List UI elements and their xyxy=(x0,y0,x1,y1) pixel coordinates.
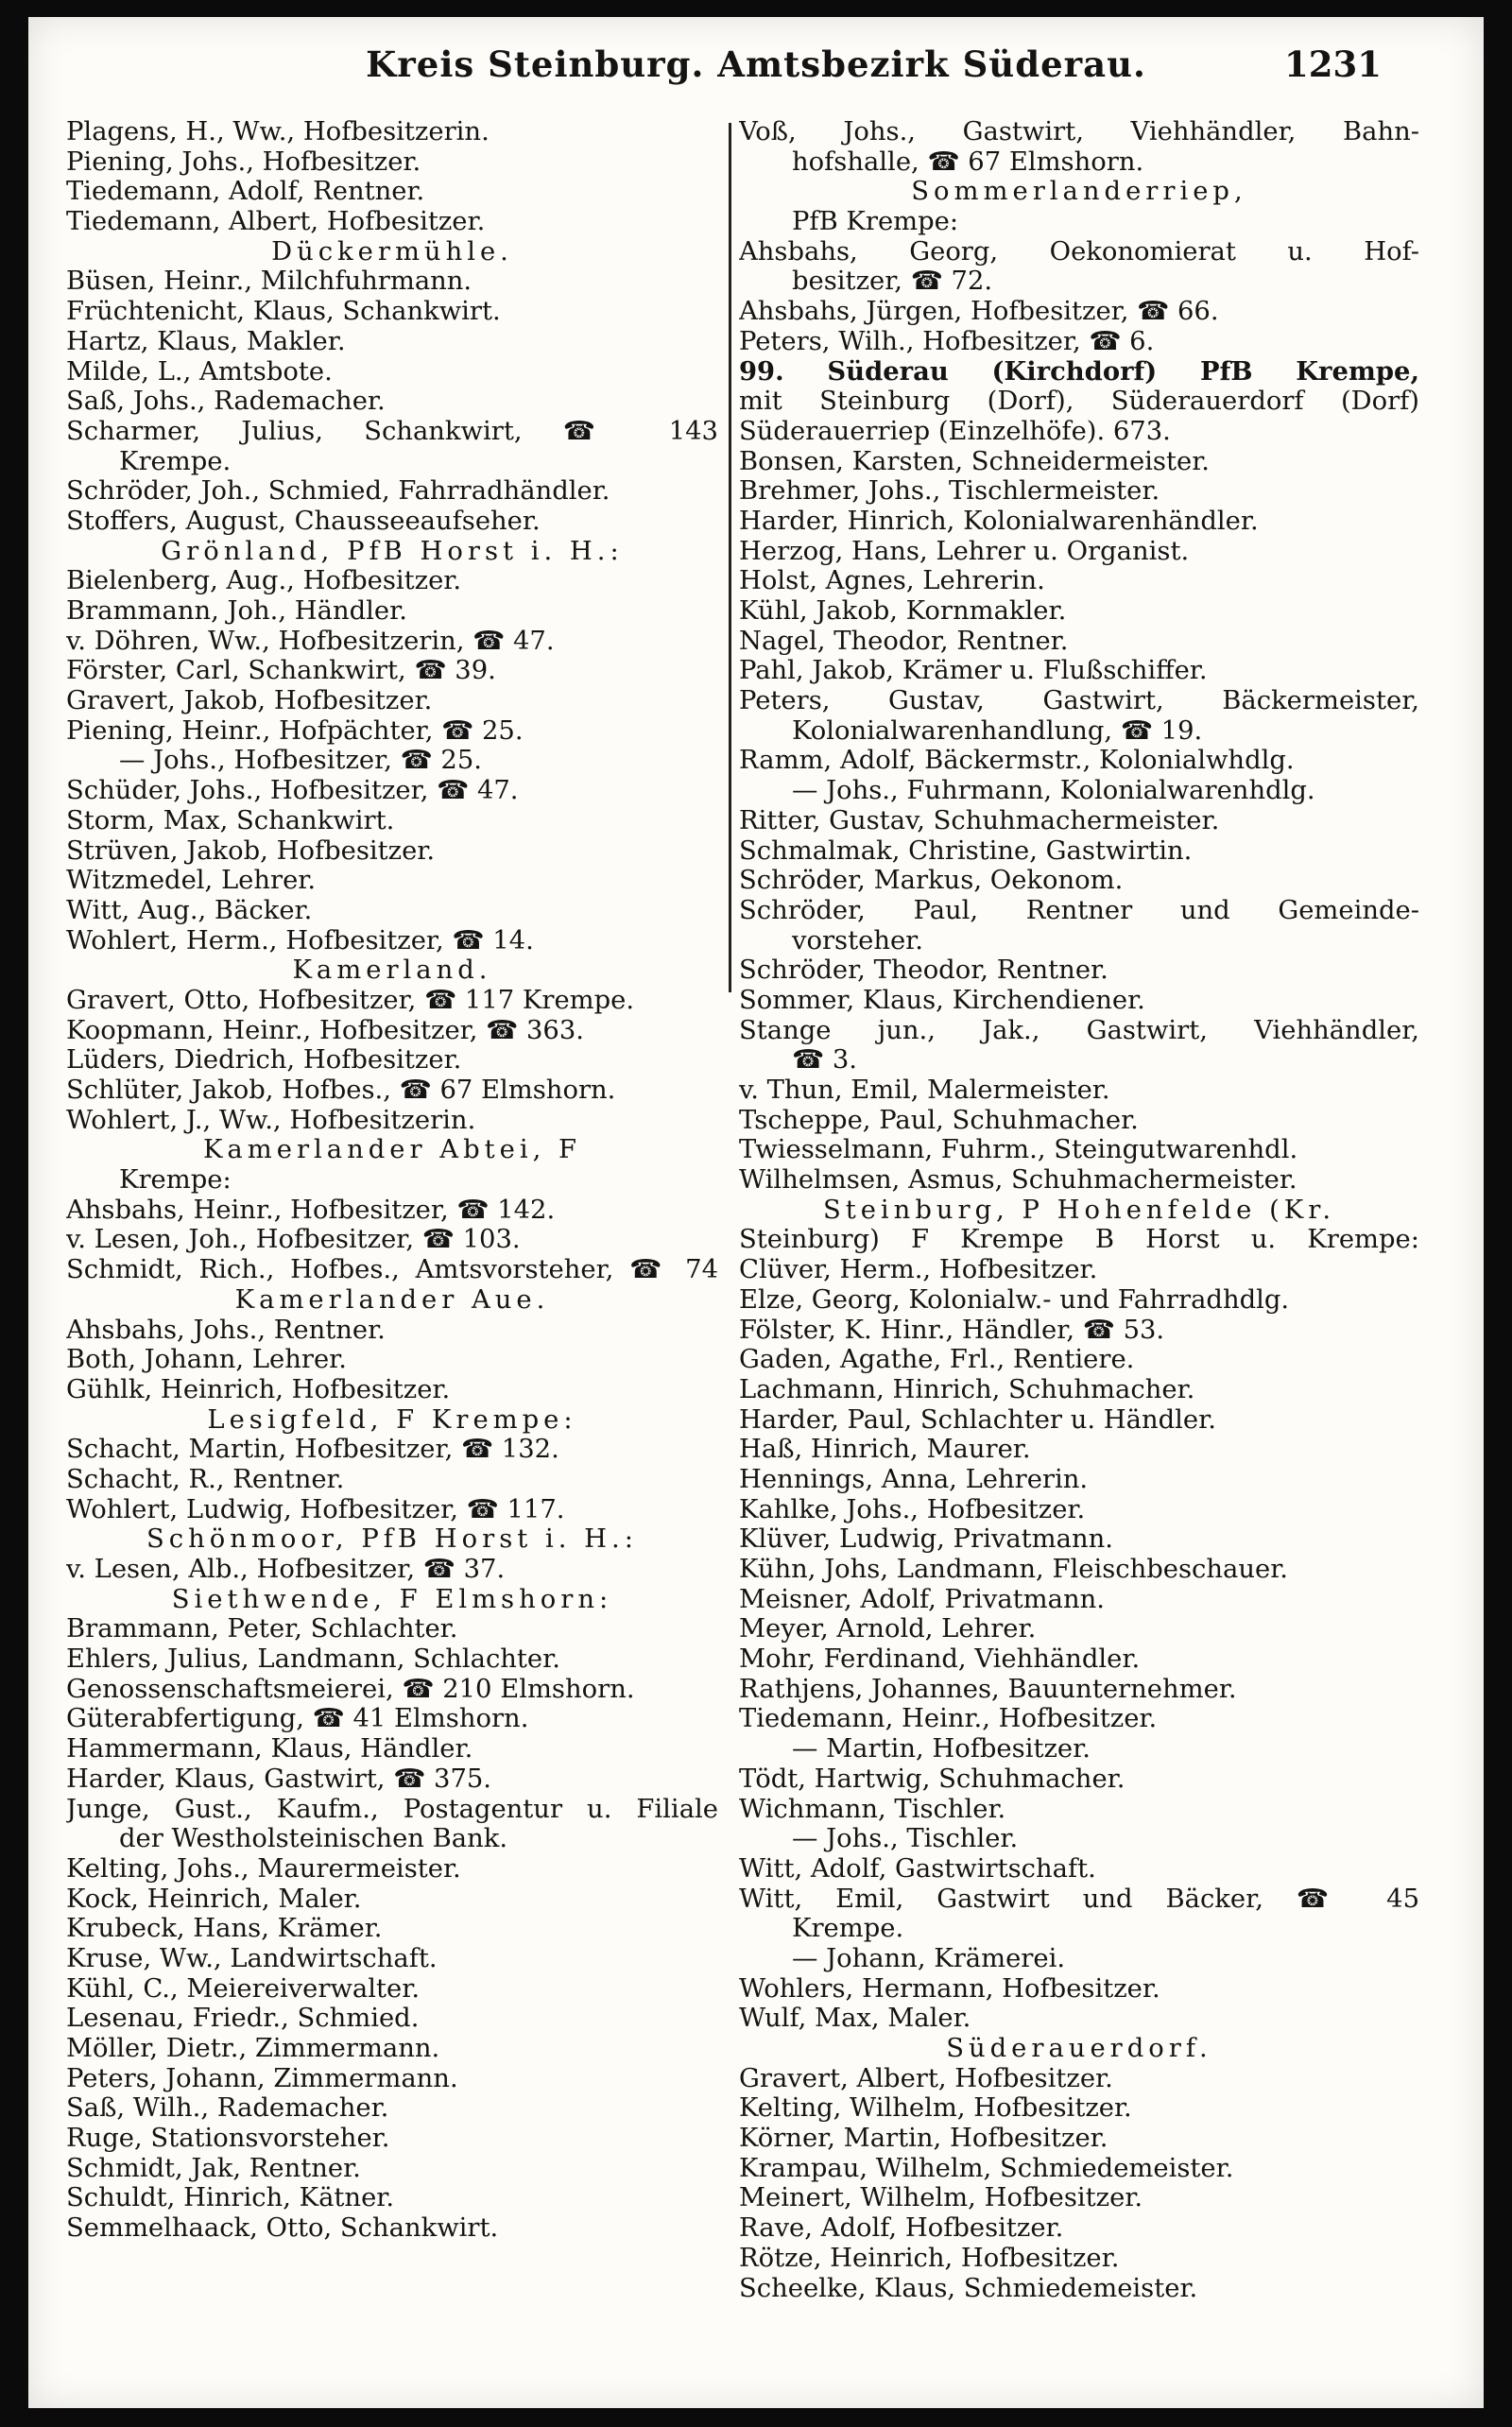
directory-entry: Voß, Johs., Gastwirt, Viehhändler, Bahn- xyxy=(739,117,1419,146)
directory-entry: Semmelhaack, Otto, Schankwirt. xyxy=(66,2213,499,2244)
page-title: Kreis Steinburg. Amtsbezirk Süderau. xyxy=(366,43,1146,85)
directory-entry: Wohlert, Herm., Hofbesitzer, ☎ 14. xyxy=(66,925,534,955)
directory-entry: vorsteher. xyxy=(792,925,923,955)
directory-entry: Piening, Johs., Hofbesitzer. xyxy=(66,146,421,177)
directory-entry: besitzer, ☎ 72. xyxy=(792,267,993,297)
directory-entry: Kühn, Johs, Landmann, Fleischbeschauer. xyxy=(739,1555,1288,1584)
directory-entry: v. Lesen, Alb., Hofbesitzer, ☎ 37. xyxy=(66,1555,506,1584)
section-heading: Sommerlanderriep, xyxy=(911,177,1247,207)
directory-entry: — Johs., Tischler. xyxy=(792,1824,1019,1854)
directory-entry: Kühl, Jakob, Kornmakler. xyxy=(739,596,1067,626)
directory-entry: Gravert, Albert, Hofbesitzer. xyxy=(739,2063,1113,2093)
directory-entry: Schmidt, Rich., Hofbes., Amtsvorsteher, ☎ 74 xyxy=(66,1255,718,1285)
directory-entry: Tödt, Hartwig, Schuhmacher. xyxy=(739,1764,1125,1794)
directory-entry: Schmidt, Jak, Rentner. xyxy=(66,2153,361,2183)
section-heading: Grönland, PfB Horst i. H.: xyxy=(161,536,624,566)
directory-entry: Wichmann, Tischler. xyxy=(739,1794,1006,1824)
directory-entry: Both, Johann, Lehrer. xyxy=(66,1345,347,1375)
directory-entry: hofshalle, ☎ 67 Elmshorn. xyxy=(792,146,1144,177)
directory-entry: Gravert, Otto, Hofbesitzer, ☎ 117 Krempe. xyxy=(66,985,635,1015)
directory-entry: Rave, Adolf, Hofbesitzer. xyxy=(739,2213,1064,2244)
directory-entry: Saß, Wilh., Rademacher. xyxy=(66,2093,389,2124)
directory-entry: Schröder, Markus, Oekonom. xyxy=(739,866,1124,896)
directory-entry: Krempe: xyxy=(119,1165,232,1196)
directory-entry: Fölster, K. Hinr., Händler, ☎ 53. xyxy=(739,1315,1165,1345)
section-heading: Steinburg, P Hohenfelde (Kr. xyxy=(822,1195,1336,1225)
column-divider xyxy=(729,123,731,992)
directory-entry: Tscheppe, Paul, Schuhmacher. xyxy=(739,1105,1139,1135)
section-heading: Dückermühle. xyxy=(271,236,513,267)
page-header xyxy=(28,43,1484,100)
directory-entry: Gravert, Jakob, Hofbesitzer. xyxy=(66,686,433,716)
section-heading: Kamerland. xyxy=(292,955,492,986)
directory-entry: Clüver, Herm., Hofbesitzer. xyxy=(739,1255,1098,1285)
directory-entry: Ahsbahs, Johs., Rentner. xyxy=(66,1315,386,1345)
directory-entry: Hennings, Anna, Lehrerin. xyxy=(739,1464,1089,1494)
section-heading: Kamerlander Aue. xyxy=(234,1284,550,1315)
directory-entry: 99. Süderau (Kirchdorf) PfB Krempe, xyxy=(739,356,1419,387)
directory-entry: Bonsen, Karsten, Schneidermeister. xyxy=(739,446,1210,476)
directory-entry: — Martin, Hofbesitzer. xyxy=(792,1734,1091,1764)
directory-entry: Meyer, Arnold, Lehrer. xyxy=(739,1614,1037,1644)
directory-entry: Kühl, C., Meiereiverwalter. xyxy=(66,1973,421,2004)
directory-entry: Ramm, Adolf, Bäckermstr., Kolonialwhdlg. xyxy=(739,746,1295,776)
directory-entry: Brammann, Joh., Händler. xyxy=(66,596,407,626)
directory-entry: Brammann, Peter, Schlachter. xyxy=(66,1614,458,1644)
directory-entry: Storm, Max, Schankwirt. xyxy=(66,805,395,835)
directory-page xyxy=(28,17,1484,2408)
directory-entry: Körner, Martin, Hofbesitzer. xyxy=(739,2124,1108,2154)
directory-entry: Harder, Paul, Schlachter u. Händler. xyxy=(739,1404,1216,1435)
directory-entry: Peters, Gustav, Gastwirt, Bäckermeister, xyxy=(739,686,1419,716)
directory-entry: Wohlert, J., Ww., Hofbesitzerin. xyxy=(66,1105,476,1135)
directory-entry: Tiedemann, Adolf, Rentner. xyxy=(66,177,425,207)
directory-entry: Ahsbahs, Jürgen, Hofbesitzer, ☎ 66. xyxy=(739,297,1219,327)
directory-entry: Schröder, Paul, Rentner und Gemeinde- xyxy=(739,895,1419,925)
directory-entry: Witt, Aug., Bäcker. xyxy=(66,895,313,925)
directory-entry: Kruse, Ww., Landwirtschaft. xyxy=(66,1943,438,1973)
directory-entry: der Westholsteinischen Bank. xyxy=(119,1824,508,1854)
directory-entry: Plagens, H., Ww., Hofbesitzerin. xyxy=(66,117,490,146)
directory-entry: Schacht, Martin, Hofbesitzer, ☎ 132. xyxy=(66,1435,559,1465)
directory-entry: Kahlke, Johs., Hofbesitzer. xyxy=(739,1494,1086,1524)
directory-entry: Ahsbahs, Georg, Oekonomierat u. Hof- xyxy=(739,236,1419,267)
section-heading: Kamerlander Abtei, F xyxy=(202,1135,582,1165)
directory-entry: Ehlers, Julius, Landmann, Schlachter. xyxy=(66,1644,560,1675)
right-column xyxy=(739,117,1419,2389)
directory-entry: — Johs., Fuhrmann, Kolonialwarenhdlg. xyxy=(792,776,1315,806)
directory-entry: Süderauerriep (Einzelhöfe). 673. xyxy=(739,416,1171,446)
directory-entry: mit Steinburg (Dorf), Süderauerdorf (Dorf) xyxy=(739,387,1419,417)
directory-entry: Klüver, Ludwig, Privatmann. xyxy=(739,1524,1113,1555)
directory-entry: Gaden, Agathe, Frl., Rentiere. xyxy=(739,1345,1135,1375)
directory-entry: Brehmer, Johs., Tischlermeister. xyxy=(739,476,1160,507)
directory-entry: Pahl, Jakob, Krämer u. Flußschiffer. xyxy=(739,656,1208,686)
directory-entry: Steinburg) F Krempe B Horst u. Krempe: xyxy=(739,1225,1419,1255)
directory-entry: Kelting, Wilhelm, Hofbesitzer. xyxy=(739,2093,1132,2124)
directory-entry: Hartz, Klaus, Makler. xyxy=(66,326,346,356)
directory-entry: Krempe. xyxy=(119,446,232,476)
directory-entry: v. Lesen, Joh., Hofbesitzer, ☎ 103. xyxy=(66,1225,521,1255)
directory-entry: Wohlers, Hermann, Hofbesitzer. xyxy=(739,1973,1160,2004)
directory-entry: Früchtenicht, Klaus, Schankwirt. xyxy=(66,297,501,327)
directory-entry: Peters, Wilh., Hofbesitzer, ☎ 6. xyxy=(739,326,1155,356)
section-heading: Süderauerdorf. xyxy=(946,2034,1212,2063)
directory-entry: Saß, Johs., Rademacher. xyxy=(66,387,386,417)
left-column xyxy=(66,117,718,2389)
directory-entry: Bielenberg, Aug., Hofbesitzer. xyxy=(66,566,462,596)
directory-entry: Witt, Adolf, Gastwirtschaft. xyxy=(739,1853,1096,1884)
directory-entry: Krampau, Wilhelm, Schmiedemeister. xyxy=(739,2153,1234,2183)
directory-entry: v. Döhren, Ww., Hofbesitzerin, ☎ 47. xyxy=(66,626,555,656)
directory-entry: Krubeck, Hans, Krämer. xyxy=(66,1914,383,1944)
directory-entry: Schuldt, Hinrich, Kätner. xyxy=(66,2183,395,2213)
directory-entry: Rötze, Heinrich, Hofbesitzer. xyxy=(739,2243,1120,2273)
directory-entry: Twiesselmann, Fuhrm., Steingutwarenhdl. xyxy=(739,1135,1298,1165)
directory-entry: Ruge, Stationsvorsteher. xyxy=(66,2124,390,2154)
directory-entry: ☎ 3. xyxy=(792,1045,857,1076)
directory-entry: Schröder, Joh., Schmied, Fahrradhändler. xyxy=(66,476,610,507)
directory-entry: Kolonialwarenhandlung, ☎ 19. xyxy=(792,715,1203,746)
directory-entry: Meinert, Wilhelm, Hofbesitzer. xyxy=(739,2183,1143,2213)
directory-entry: Schüder, Johs., Hofbesitzer, ☎ 47. xyxy=(66,776,519,806)
directory-entry: Peters, Johann, Zimmermann. xyxy=(66,2063,458,2093)
directory-entry: Güterabfertigung, ☎ 41 Elmshorn. xyxy=(66,1704,529,1734)
directory-entry: Elze, Georg, Kolonialw.- und Fahrradhdlg. xyxy=(739,1284,1290,1315)
directory-entry: Wulf, Max, Maler. xyxy=(739,2004,971,2034)
directory-entry: Lüders, Diedrich, Hofbesitzer. xyxy=(66,1045,462,1076)
directory-entry: Schlüter, Jakob, Hofbes., ☎ 67 Elmshorn. xyxy=(66,1076,616,1105)
directory-entry: PfB Krempe: xyxy=(792,207,959,237)
directory-entry: Kock, Heinrich, Maler. xyxy=(66,1884,362,1914)
directory-entry: Meisner, Adolf, Privatmann. xyxy=(739,1584,1105,1614)
directory-entry: Milde, L., Amtsbote. xyxy=(66,356,333,387)
directory-entry: Büsen, Heinr., Milchfuhrmann. xyxy=(66,267,472,297)
directory-entry: Witt, Emil, Gastwirt und Bäcker, ☎ 45 xyxy=(739,1884,1419,1914)
directory-entry: Krempe. xyxy=(792,1914,904,1944)
directory-entry: Harder, Klaus, Gastwirt, ☎ 375. xyxy=(66,1764,492,1794)
directory-entry: Harder, Hinrich, Kolonialwarenhändler. xyxy=(739,506,1259,536)
directory-entry: Wohlert, Ludwig, Hofbesitzer, ☎ 117. xyxy=(66,1494,565,1524)
directory-entry: — Johann, Krämerei. xyxy=(792,1943,1066,1973)
directory-entry: Haß, Hinrich, Maurer. xyxy=(739,1435,1031,1465)
directory-entry: Schröder, Theodor, Rentner. xyxy=(739,955,1108,986)
directory-entry: Möller, Dietr., Zimmermann. xyxy=(66,2034,440,2063)
directory-entry: Witzmedel, Lehrer. xyxy=(66,866,317,896)
directory-entry: Tiedemann, Albert, Hofbesitzer. xyxy=(66,207,486,237)
directory-entry: Kelting, Johs., Maurermeister. xyxy=(66,1853,461,1884)
directory-entry: Hammermann, Klaus, Händler. xyxy=(66,1734,473,1764)
directory-entry: Scheelke, Klaus, Schmiedemeister. xyxy=(739,2273,1198,2303)
directory-entry: Herzog, Hans, Lehrer u. Organist. xyxy=(739,536,1190,566)
directory-entry: Lachmann, Hinrich, Schuhmacher. xyxy=(739,1374,1195,1404)
directory-entry: v. Thun, Emil, Malermeister. xyxy=(739,1076,1110,1105)
directory-entry: Piening, Heinr., Hofpächter, ☎ 25. xyxy=(66,715,524,746)
directory-entry: Wilhelmsen, Asmus, Schuhmachermeister. xyxy=(739,1165,1297,1196)
section-heading: Lesigfeld, F Krempe: xyxy=(207,1404,577,1435)
directory-entry: Ritter, Gustav, Schuhmachermeister. xyxy=(739,805,1220,835)
page-number: 1231 xyxy=(1284,43,1382,85)
directory-entry: Tiedemann, Heinr., Hofbesitzer. xyxy=(739,1704,1158,1734)
section-heading: Schönmoor, PfB Horst i. H.: xyxy=(146,1524,638,1555)
directory-entry: Holst, Agnes, Lehrerin. xyxy=(739,566,1045,596)
directory-entry: Ahsbahs, Heinr., Hofbesitzer, ☎ 142. xyxy=(66,1195,556,1225)
directory-entry: Koopmann, Heinr., Hofbesitzer, ☎ 363. xyxy=(66,1015,584,1045)
directory-entry: Stoffers, August, Chausseeaufseher. xyxy=(66,506,541,536)
directory-entry: Stange jun., Jak., Gastwirt, Viehhändler, xyxy=(739,1015,1419,1045)
directory-entry: Strüven, Jakob, Hofbesitzer. xyxy=(66,835,436,866)
directory-entry: Genossenschaftsmeierei, ☎ 210 Elmshorn. xyxy=(66,1674,635,1704)
directory-entry: Nagel, Theodor, Rentner. xyxy=(739,626,1069,656)
directory-entry: Schacht, R., Rentner. xyxy=(66,1464,345,1494)
section-heading: Siethwende, F Elmshorn: xyxy=(171,1584,613,1614)
directory-entry: Gühlk, Heinrich, Hofbesitzer. xyxy=(66,1374,451,1404)
directory-entry: Sommer, Klaus, Kirchendiener. xyxy=(739,985,1145,1015)
directory-entry: Förster, Carl, Schankwirt, ☎ 39. xyxy=(66,656,496,686)
directory-entry: Mohr, Ferdinand, Viehhändler. xyxy=(739,1644,1141,1675)
directory-entry: Junge, Gust., Kaufm., Postagentur u. Filiale xyxy=(66,1794,718,1824)
directory-entry: Schmalmak, Christine, Gastwirtin. xyxy=(739,835,1193,866)
directory-entry: Lesenau, Friedr., Schmied. xyxy=(66,2004,420,2034)
directory-entry: Scharmer, Julius, Schankwirt, ☎ 143 xyxy=(66,416,718,446)
directory-entry: — Johs., Hofbesitzer, ☎ 25. xyxy=(119,746,482,776)
directory-entry: Rathjens, Johannes, Bauunternehmer. xyxy=(739,1674,1237,1704)
